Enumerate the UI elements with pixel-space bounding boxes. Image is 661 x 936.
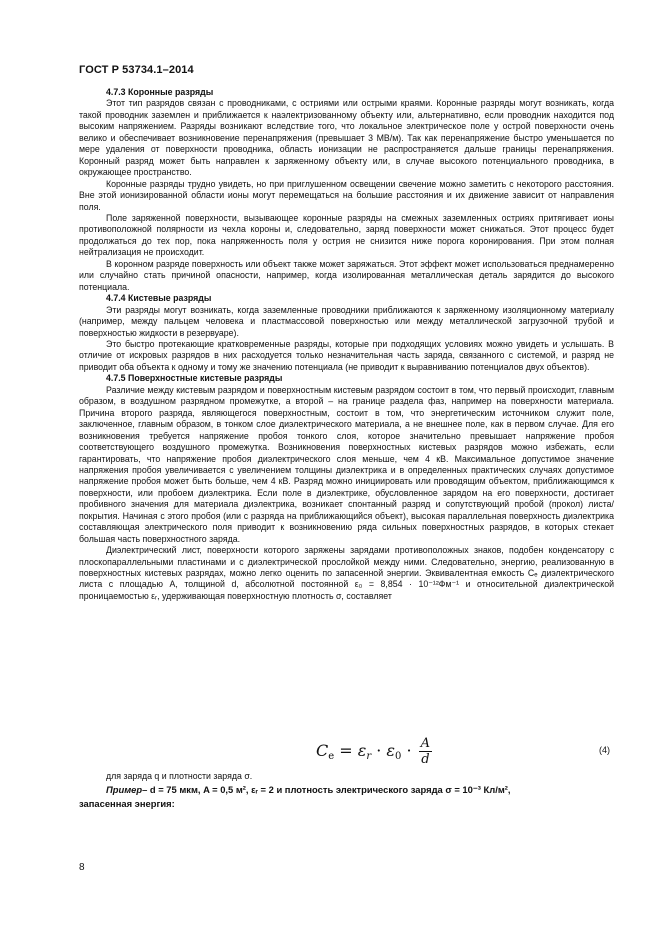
formula-dot: ·: [376, 741, 382, 760]
document-body: [79, 87, 614, 602]
formula-eps-0: ε: [386, 741, 396, 760]
formula-eps-r: ε: [357, 741, 367, 760]
formula-zero-sub: 0: [395, 751, 402, 762]
paragraph: Различие между кистевым разрядом и поверхностным кистевым разрядом состоит в том, что первый происходит, главным образом, в воздушном разрядном промежутке, а второй – на границе раздела фаз, например на поверхности материала. Причина второго разряда, являющегося поверхностным, состоит в том, что энергетическим источником служит поле, заключенное, главным образом, в тонком слое диэлектрического материала, а не внешнее поле, как в первом случае. Для его возникновения требуется напряжение пробоя тонкого слоя, которое значительно превышает напряжение пробоя соответствующего воздушного промежутка. Возникновения поверхностных кистевых разрядов можно избежать, если гарантировать, что напряжение пробоя диэлектрического слоя меньше, чем 4 кВ. Максимальное допустимое значение напряжения пробоя увеличивается с увеличением толщины диэлектрика и в определенных практических случаях допустимое напряжение пробоя может быть больше, чем 4 кВ. Разряд можно инициировать или проводящим объектом, приближающимся к поверхности, или пробоем диэлектрика. Если поле в диэлектрике, обусловленное зарядом на его поверхности, достигает пробивного значения для материала диэлектрика, возникает спонтанный разряд и сопутствующий пробой (прокол) листа/покрытия. Начиная с этого пробоя (или с разряда на приближающийся объект), высокая параллельная поверхность диэлектрика составляющая электрического поля приводит к возникновению ряда сильных поверхностных разрядов, в которых стекает большая часть поверхностного заряда.: [79, 384, 614, 544]
paragraph: для заряда q и плотности заряда σ.: [106, 771, 253, 781]
example-label: Пример–: [106, 784, 148, 795]
formula-4: [316, 736, 432, 767]
paragraph: Эти разряды могут возникать, когда заземленные проводники приближаются к заряженному изоляционному материалу (например, между пальцем человека и пластмассовой поверхностью или между металлической загрузочной трубой и поверхностью жидкости в резервуаре).: [79, 304, 614, 338]
paragraph: Коронные разряды трудно увидеть, но при приглушенном освещении свечение можно заметить с некоторого расстояния. Вне этой ионизированной области ионы могут перемещаться на большие расстояния и их движение зависит от направления поля.: [79, 178, 614, 212]
paragraph: Поле заряженной поверхности, вызывающее коронные разряды на смежных заземленных остриях притягивает ионы противоположной полярности из чехла короны и, следовательно, заряд поверхности может снижаться. Этот процесс будет продолжаться до тех пор, пока напряженность поля у острия не снизится ниже порога коронирования. При этом полная нейтрализация не происходит.: [79, 212, 614, 258]
section-heading: 4.7.4 Кистевые разряды: [106, 293, 212, 304]
formula-r-sub: r: [366, 751, 372, 762]
section-heading: 4.7.3 Коронные разряды: [106, 87, 214, 97]
paragraph: Это быстро протекающие кратковременные разряды, которые при подходящих условиях можно увидеть и услышать. В отличие от искровых разрядов в них расходуется только незначительная часть заряда, связанного с системой, и разряд не приводит оба объекта к одному и тому же значению потенциала (не приводит к выравниванию потенциалов двух объектов).: [79, 338, 614, 372]
after-formula: [79, 770, 614, 782]
formula-denominator: d: [421, 752, 430, 767]
example-block: [79, 783, 619, 811]
paragraph: В коронном разряде поверхность или объект также может заряжаться. Этот эффект может использоваться преднамеренно или случайно стать причиной опасности, например, когда изолированная металлическая деталь зарядится до высокого потенциала.: [79, 258, 614, 292]
document-header: ГОСТ Р 53734.1–2014: [79, 64, 194, 76]
section-heading: 4.7.5 Поверхностные кистевые разряды: [106, 373, 283, 384]
example-line: [79, 783, 619, 797]
formula-numerator: A: [420, 736, 431, 751]
example-text: d = 75 мкм, A = 0,5 м², εᵣ = 2 и плотность электрического заряда σ = 10⁻³ Кл/м²,: [147, 784, 511, 795]
page-number: 8: [79, 862, 85, 873]
paragraph: Диэлектрический лист, поверхности которого заряжены зарядами противоположных знаков, подобен конденсатору с плоскопараллельными пластинами и с диэлектрической прослойкой между ними. Следовательно, энергию, реализованную в поверхностных кистевых разрядах, можно легко оценить по запасенной энергии. Эквивалентная емкость Cₑ диэлектрического листа с площадью A, толщиной d, абсолютной постоянной ε₀ = 8,854 · 10⁻¹²Фм⁻¹ и относительной диэлектрической проницаемостью εᵣ, удерживающая поверхностную плотность σ, составляет: [79, 545, 614, 601]
formula-lhs-sub: e: [328, 751, 335, 762]
example-line-2: запасенная энергия:: [79, 798, 175, 809]
equation-number: (4): [599, 745, 610, 755]
formula-lhs: C: [316, 741, 329, 760]
formula-dot: ·: [406, 741, 412, 760]
formula-equals: =: [339, 741, 353, 760]
formula-fraction: [419, 736, 432, 767]
paragraph: Этот тип разрядов связан с проводниками, с остриями или острыми краями. Коронные разряды могут возникать, когда такой проводник заземлен и приближается к наэлектризованному объекту или, альтернативно, если проводник находится под высоким напряжением. Разряды возникают вследствие того, что локальное электрическое поле у острой поверхности очень велико и обеспечивает возникновение перенапряжения (превышает 3 МВ/м). Так как перенапряжение быстро уменьшается по мере удаления от поверхности проводника, область ионизации не распространяется дальше границы перенапряжения. Коронный разряд может быть направлен к заряженному объекту или, в случае высокого потенциального проводника, в окружающее пространство.: [79, 98, 614, 178]
